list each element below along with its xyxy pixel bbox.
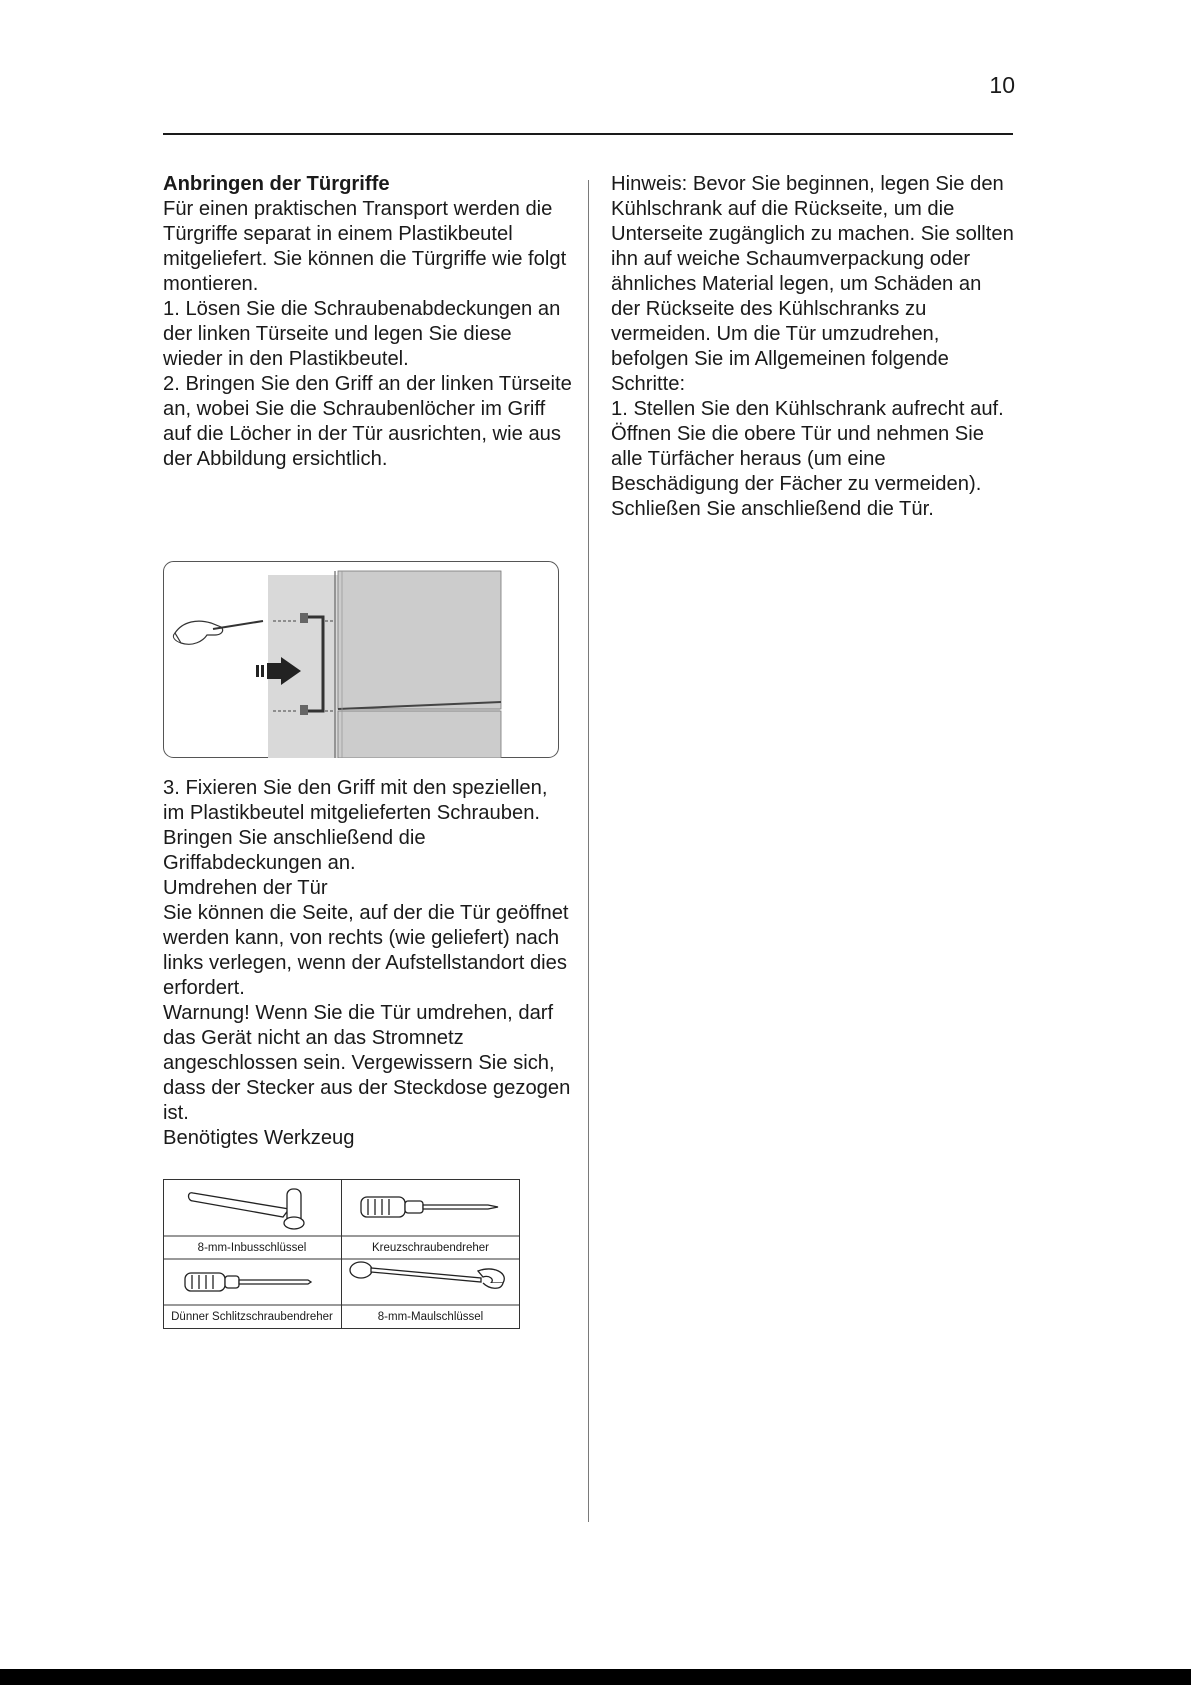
tool-label-open-end-wrench: 8-mm-Maulschlüssel [377,1311,484,1323]
right-column [611,172,1016,522]
page-number: 10 [989,72,1015,98]
paragraph-intro: Für einen praktischen Transport werden die Türgriffe separat in einem Plastikbeutel mitgeliefert. Sie können die Türgriffe wie folgt montieren. [163,198,567,295]
subheading-reverse-door: Umdrehen der Tür [163,877,328,899]
header-rule [163,133,1013,135]
left-column-bottom [163,776,573,1151]
paragraph-step-1: 1. Lösen Sie die Schraubenabdeckungen an der linken Türseite und legen Sie diese wieder in den Plastikbeutel. [163,298,561,370]
paragraph-step-3: 3. Fixieren Sie den Griff mit den speziellen, im Plastikbeutel mitgelieferten Schrauben. Bringen Sie anschließend die Griffabdeckungen an. [163,777,548,874]
section-heading-door-handles: Anbringen der Türgriffe [163,173,390,195]
paragraph-reverse-step-1: 1. Stellen Sie den Kühlschrank aufrecht auf. Öffnen Sie die obere Tür und nehmen Sie alle Türfächer heraus (um eine Beschädigung der Fächer zu vermeiden). Schließen Sie anschließend die Tür. [611,398,1004,520]
paragraph-reverse-door: Sie können die Seite, auf der die Tür geöffnet werden kann, von rechts (wie geliefert) nach links verlegen, wenn der Aufstellstandort dies erfordert. [163,902,569,999]
tool-label-flat-screwdriver: Dünner Schlitzschraubendreher [171,1311,333,1323]
column-divider [588,180,589,1522]
subheading-tools: Benötigtes Werkzeug [163,1127,355,1149]
bottom-bar [0,1669,1191,1685]
tool-label-phillips-screwdriver: Kreuzschraubendreher [372,1242,489,1254]
paragraph-step-2: 2. Bringen Sie den Griff an der linken Türseite an, wobei Sie die Schraubenlöcher im Griff auf die Löcher in der Tür ausrichten, wie aus der Abbildung ersichtlich. [163,373,572,470]
tool-label-hex-key: 8-mm-Inbusschlüssel [197,1242,307,1254]
left-column-top [163,172,573,472]
paragraph-note: Hinweis: Bevor Sie beginnen, legen Sie den Kühlschrank auf die Rückseite, um die Unterseite zugänglich zu machen. Sie sollten ihn auf weiche Schaumverpackung oder ähnliches Material legen, um Schäden an der Rückseite des Kühlschranks zu vermeiden. Um die Tür umzudrehen, befolgen Sie im Allgemeinen folgende Schritte: [611,173,1014,395]
door-handle-figure [163,561,559,758]
paragraph-warning: Warnung! Wenn Sie die Tür umdrehen, darf das Gerät nicht an das Stromnetz angeschlossen sein. Vergewissern Sie sich, dass der Stecker aus der Steckdose gezogen ist. [163,1002,571,1124]
